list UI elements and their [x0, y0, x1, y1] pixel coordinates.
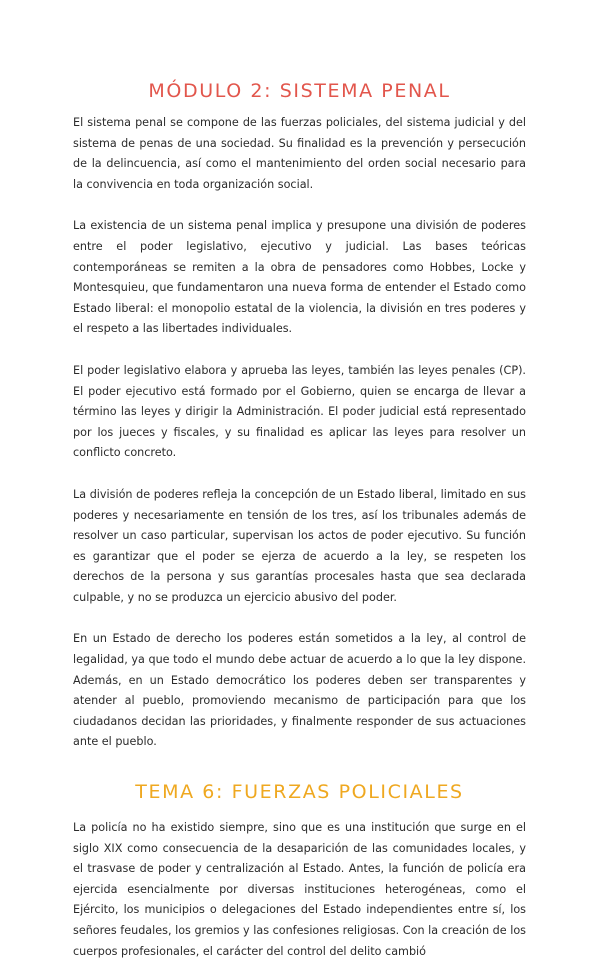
section-title: MÓDULO 2: SISTEMA PENAL: [148, 80, 451, 102]
document-page: [0, 79, 600, 958]
paragraph-poderes: El poder legislativo elabora y aprueba las leyes, también las leyes penales (CP). El poder ejecutivo está formado por el Gobierno, quien se encarga de llevar a término las leyes y dirigir la Administración. El poder judicial está representado por los jueces y fiscales, y su finalidad es aplicar las leyes para resolver un conflicto concreto.: [73, 363, 526, 460]
paragraph-estado-derecho: En un Estado de derecho los poderes están sometidos a la ley, al control de legalidad, ya que todo el mundo debe actuar de acuerdo a lo que la ley dispone. Además, en un Estado democrático los poderes deben ser transparentes y atender al pueblo, promoviendo mecanismo de participación para que los ciudadanos decidan las prioridades, y finalmente responder de sus actuaciones ante el pueblo.: [73, 632, 526, 749]
paragraph-policia: La policía no ha existido siempre, sino que es una institución que surge en el siglo XIX como consecuencia de la desaparición de las comunidades locales, y el trasvase de poder y centralización al Estado. Antes, la función de policía era ejercida esencialmente por diversas instituciones heterogéneas, como el Ejército, los municipios o delegaciones del Estado independientes entre sí, los señores feudales, los gremios y las confesiones religiosas. Con la creación de los cuerpos profesionales, el carácter del control del delito cambió: [73, 821, 526, 958]
paragraph-intro: El sistema penal se compone de las fuerzas policiales, del sistema judicial y del sistema de penas de una sociedad. Su finalidad es la prevención y persecución de la delincuencia, así como el mantenimiento del orden social necesario para la convivencia en toda organización social.: [73, 116, 526, 191]
subsection-title: TEMA 6: FUERZAS POLICIALES: [135, 781, 464, 804]
paragraph-division-poderes: La existencia de un sistema penal implica y presupone una división de poderes entre el poder legislativo, ejecutivo y judicial. Las bases teóricas contemporáneas se remiten a la obra de pensadores como Hobbes, Locke y Montesquieu, que fundamentaron una nueva forma de entender el Estado como Estado liberal: el monopolio estatal de la violencia, la división en tres poderes y el respeto a las libertades individuales.: [73, 219, 526, 336]
paragraph-estado-liberal: La división de poderes refleja la concepción de un Estado liberal, limitado en sus poderes y necesariamente en tensión de los tres, así los tribunales además de resolver un caso particular, supervisan los actos de poder ejecutivo. Su función es garantizar que el poder se ejerza de acuerdo a la ley, se respeten los derechos de la persona y sus garantías procesales hasta que sea declarada culpable, y no se produzca un ejercicio abusivo del poder.: [73, 487, 526, 604]
